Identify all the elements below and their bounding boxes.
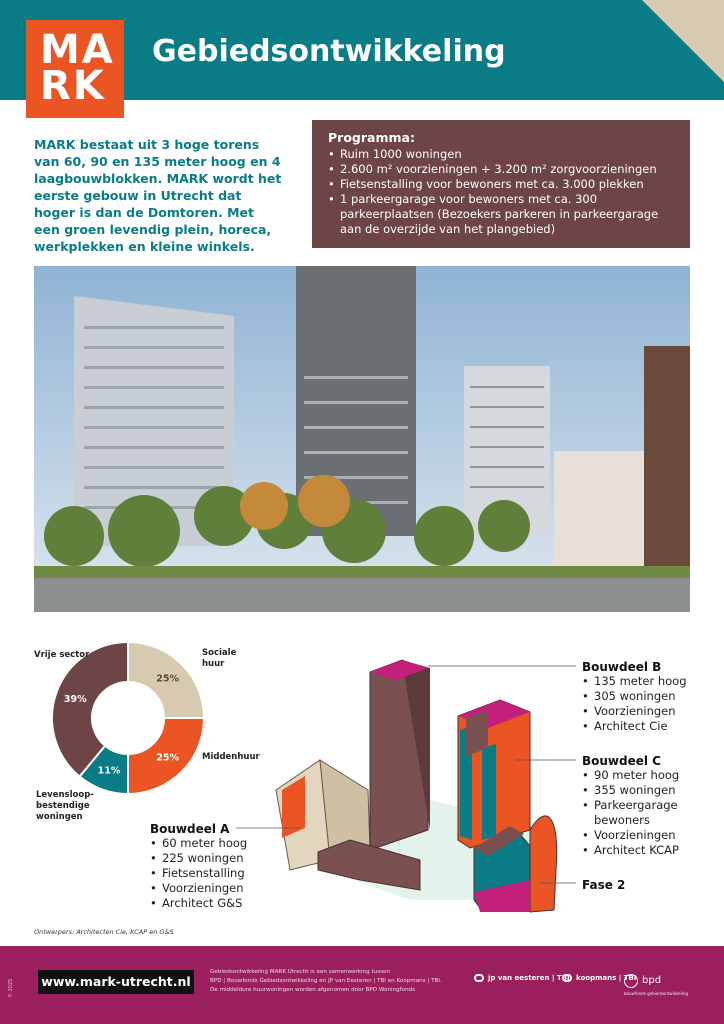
list-item: • Architect G&S — [150, 896, 247, 911]
programma-title: Programma: — [328, 130, 415, 145]
label-middenhuur: Middenhuur — [202, 752, 260, 762]
list-item: • Parkeergarage bewoners — [582, 798, 692, 828]
jp-logo-text: jp van eesteren | TBI — [488, 974, 570, 982]
programma-item: • 2.600 m² voorzieningen + 3.200 m² zorgvoorzieningen — [328, 162, 674, 177]
list-item: • Fietsenstalling — [150, 866, 247, 881]
jp-logo-icon — [474, 974, 484, 982]
slice-value-label: 11% — [97, 765, 121, 777]
list-item: • Voorzieningen — [582, 704, 687, 719]
logo-line-1: MA — [40, 27, 115, 73]
copyright: © 2025 — [8, 978, 14, 998]
bouwdeel-c-list — [582, 768, 692, 858]
programma-list — [328, 147, 674, 237]
list-item: • Architect Cie — [582, 719, 687, 734]
programma-item: • 1 parkeergarage voor bewoners met ca. 300 parkeerplaatsen (Bezoekers parkeren in parkeergarage aan de overzijde van het plangebied) — [328, 192, 674, 237]
intro-text: MARK bestaat uit 3 hoge torens van 60, 90 en 135 meter hoog en 4 laagbouwblokken. MARK wordt het eerste gebouw in Utrecht dat hoger is dan de Domtoren. Met een groen levendig plein, horeca, werkplekken en kleine winkels. — [34, 137, 282, 254]
mark-logo — [26, 20, 124, 118]
slice-value-label: 39% — [63, 694, 87, 706]
bouwdeel-a-title: Bouwdeel A — [150, 822, 230, 836]
bouwdeel-a-list — [150, 836, 247, 911]
bouwdeel-b-list — [582, 674, 687, 734]
housing-mix-donut-chart — [26, 630, 296, 830]
slice-value-label: 25% — [156, 752, 179, 764]
bpd-logo-text: bpd — [642, 975, 662, 986]
bouwdeel-c-title: Bouwdeel C — [582, 754, 661, 768]
bpd-logo-icon — [624, 974, 638, 988]
rendering-illustration — [34, 266, 690, 612]
list-item: • 355 woningen — [582, 783, 692, 798]
website-link[interactable]: www.mark-utrecht.nl — [38, 970, 194, 994]
bouwdeel-b-info — [582, 660, 687, 734]
koopmans-logo-text: koopmans | TBI — [576, 974, 637, 982]
footer-text-line: De middeldure huurwoningen worden afgenomen door BPD Woningfonds. — [210, 987, 417, 993]
list-item: • Voorzieningen — [150, 881, 247, 896]
list-item: • 90 meter hoog — [582, 768, 692, 783]
label-levensloop: Levensloop-bestendige woningen — [36, 790, 94, 822]
list-item: • 305 woningen — [582, 689, 687, 704]
bpd-logo — [624, 970, 688, 996]
page-title: Gebiedsontwikkeling — [152, 34, 506, 69]
footer-bar — [0, 946, 724, 1024]
footer-text-line: Gebiedsontwikkeling MARK Utrecht is een samenwerking tussen — [210, 969, 391, 975]
list-item: • Architect KCAP — [582, 843, 692, 858]
label-vrije-sector: Vrije sector — [34, 650, 90, 660]
fase-2-label: Fase 2 — [582, 878, 626, 892]
logo-line-2: RK — [40, 63, 106, 109]
list-item: • Voorzieningen — [582, 828, 692, 843]
list-item: • 135 meter hoog — [582, 674, 687, 689]
koopmans-logo-icon — [562, 974, 572, 982]
footer-text-line: BPD | Bouwfonds Gebiedsontwikkeling en JP van Eesteren | TBI en Koopmans | TBI. — [210, 978, 442, 984]
bouwdeel-b-title: Bouwdeel B — [582, 660, 662, 674]
designers-credit: Ontwerpers: Architecten Cie, KCAP en G&S — [34, 928, 174, 936]
programma-box — [312, 120, 690, 248]
programma-item: • Ruim 1000 woningen — [328, 147, 674, 162]
programma-item: • Fietsenstalling voor bewoners met ca. 3.000 plekken — [328, 177, 674, 192]
label-sociale-huur: Sociale huur — [202, 648, 237, 669]
list-item: • 60 meter hoog — [150, 836, 247, 851]
list-item: • 225 woningen — [150, 851, 247, 866]
bouwdeel-a-info — [150, 822, 247, 911]
jp-van-eesteren-logo — [474, 974, 570, 982]
footer-text — [210, 968, 460, 995]
slice-value-label: 25% — [156, 673, 179, 685]
project-rendering-image — [34, 266, 690, 612]
bouwdeel-c-info — [582, 754, 692, 858]
header-corner-accent — [642, 0, 724, 82]
bpd-logo-subtitle: bouwfonds gebiedsontwikkeling — [624, 991, 688, 996]
